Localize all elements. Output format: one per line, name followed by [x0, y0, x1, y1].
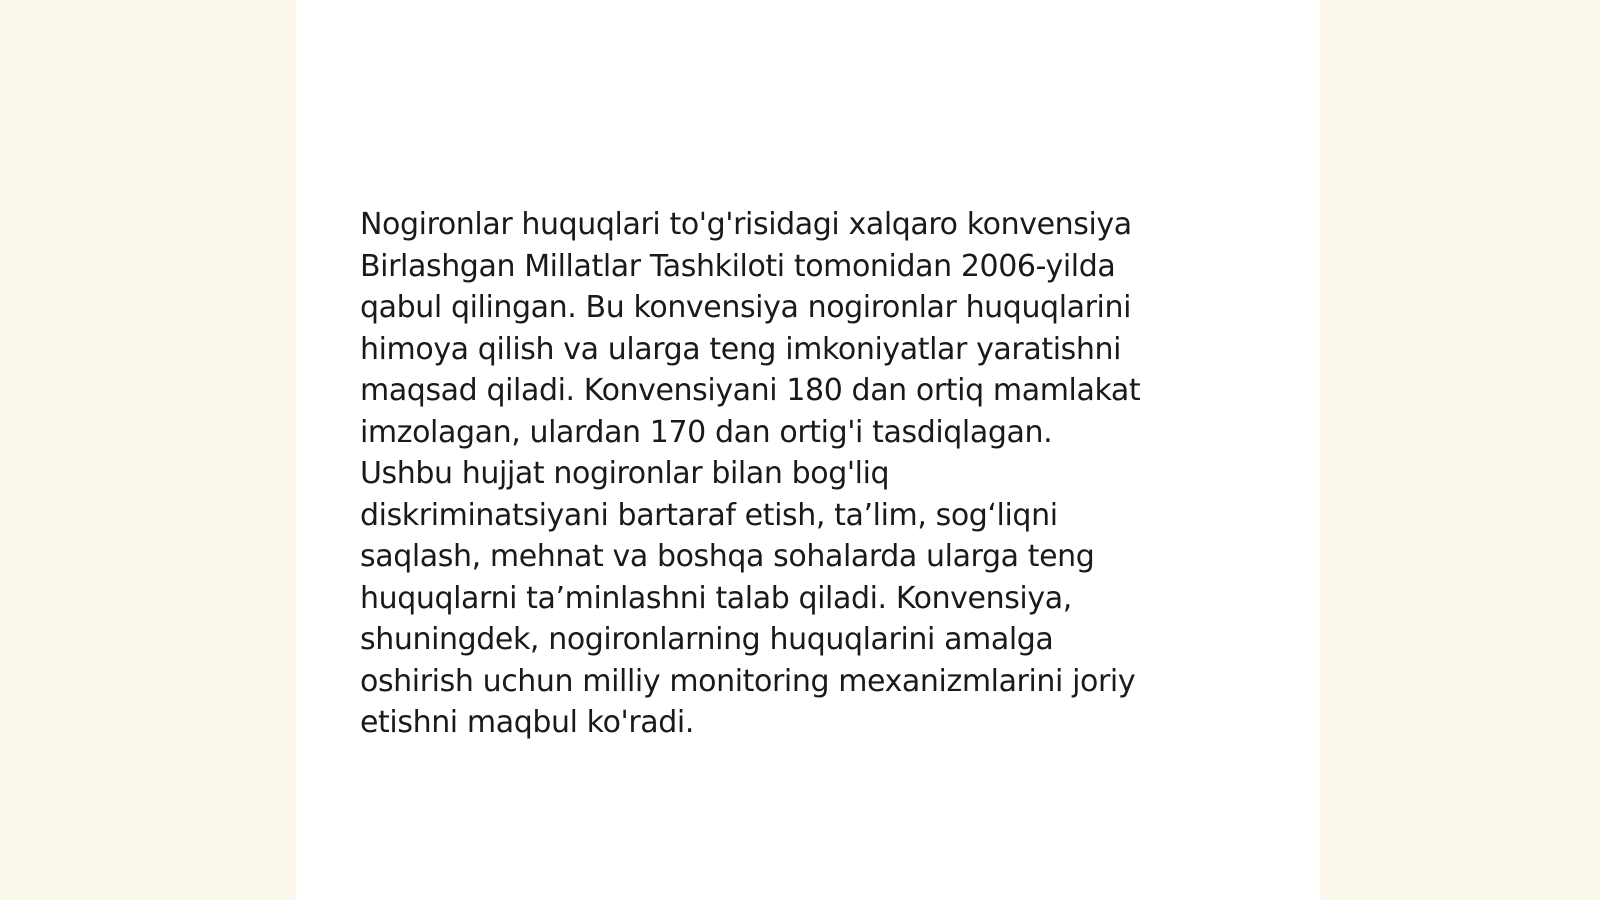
slide	[296, 0, 1320, 900]
text-line: oshirish uchun milliy monitoring mexanizmlarini joriy	[360, 663, 1136, 699]
text-line: Birlashgan Millatlar Tashkiloti tomonidan 2006-yilda	[360, 248, 1116, 284]
text-line: imzolagan, ulardan 170 dan ortig'i tasdiqlagan.	[360, 414, 1053, 450]
text-line: huquqlarni ta’minlashni talab qiladi. Konvensiya,	[360, 580, 1072, 616]
text-line: diskriminatsiyani bartaraf etish, ta’lim, sog‘liqni	[360, 497, 1058, 533]
text-line: Nogironlar huquqlari to'g'risidagi xalqaro konvensiya	[360, 207, 1132, 242]
text-line: Ushbu hujjat nogironlar bilan bog'liq	[360, 456, 890, 491]
text-line: maqsad qiladi. Konvensiyani 180 dan ortiq mamlakat	[360, 373, 1141, 408]
text-line: saqlash, mehnat va boshqa sohalarda ularga teng	[360, 539, 1095, 574]
body-paragraph	[360, 204, 1240, 744]
text-line: shuningdek, nogironlarning huquqlarini amalga	[360, 622, 1054, 657]
text-line: qabul qilingan. Bu konvensiya nogironlar huquqlarini	[360, 290, 1132, 325]
text-line: himoya qilish va ularga teng imkoniyatlar yaratishni	[360, 331, 1122, 367]
text-line: etishni maqbul ko'radi.	[360, 705, 694, 740]
